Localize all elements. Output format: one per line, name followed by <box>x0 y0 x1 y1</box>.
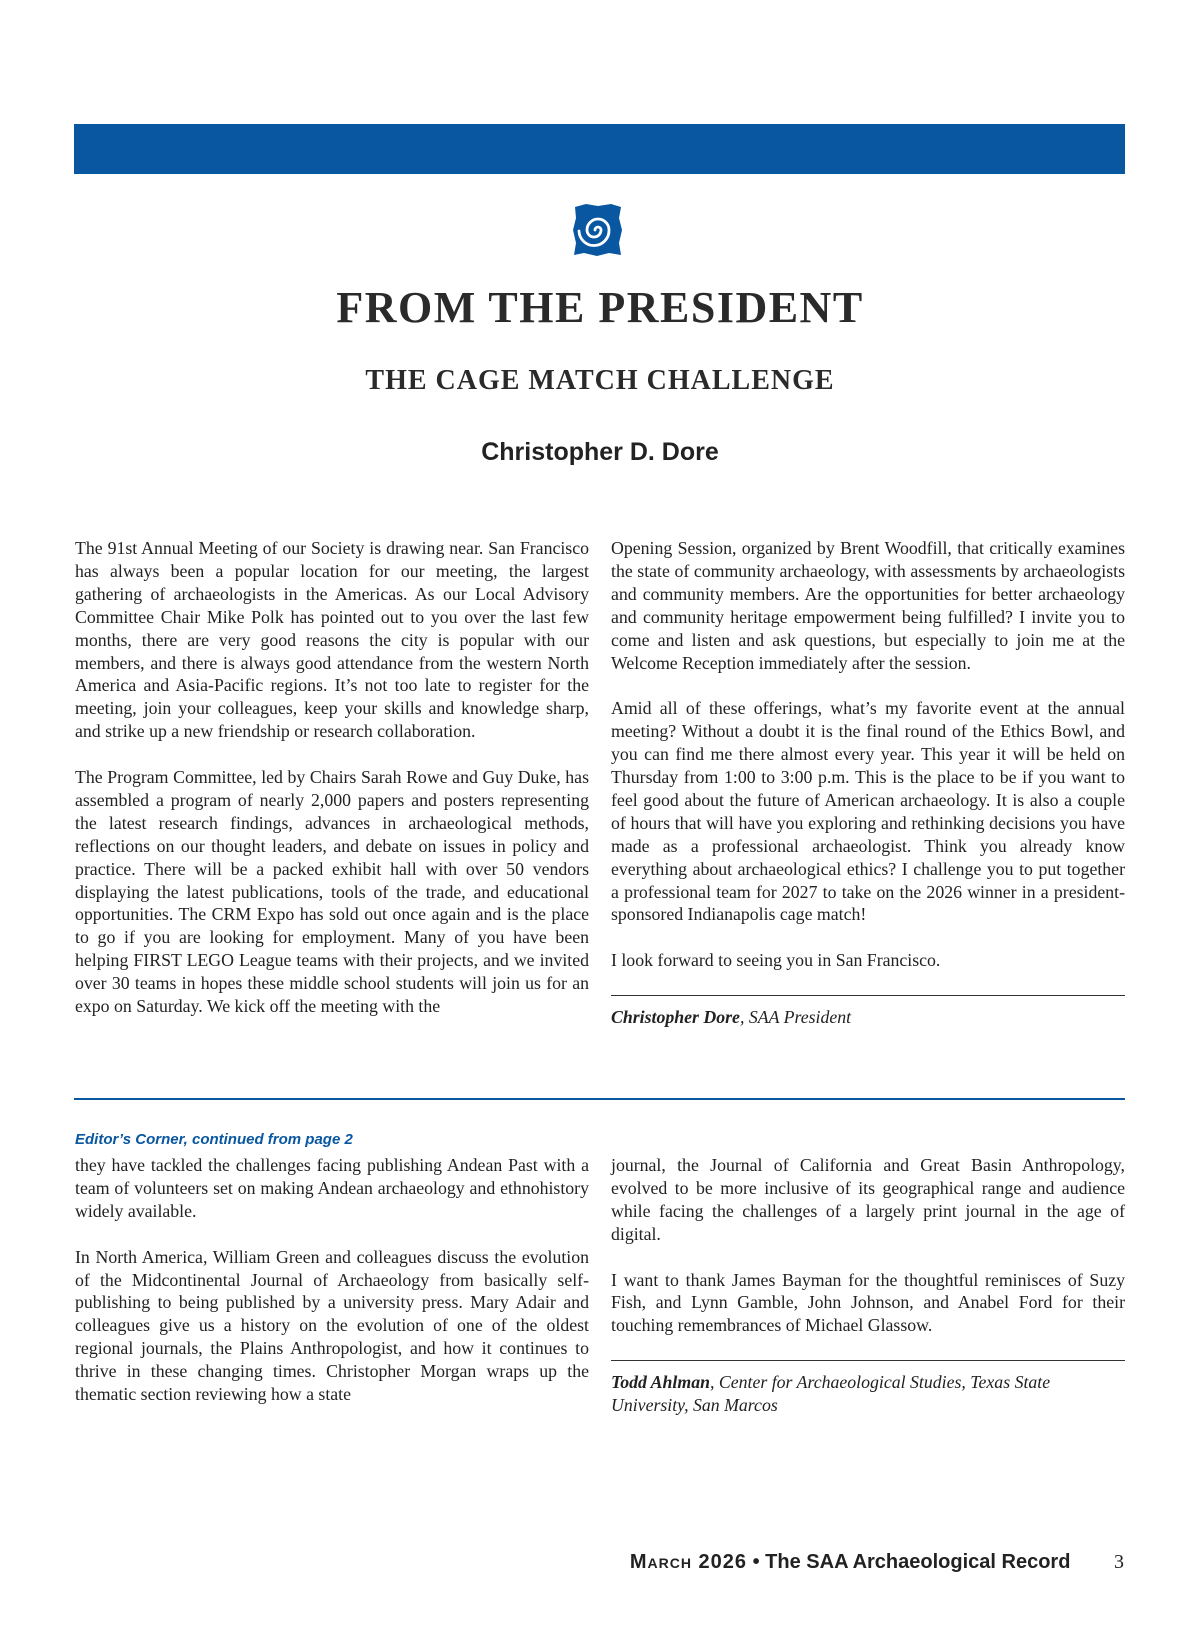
editor-signature <box>611 1360 1125 1417</box>
article-paragraph: The Program Committee, led by Chairs Sarah Rowe and Guy Duke, has assembled a program of nearly 2,000 papers and posters representing the latest research findings, advances in archaeological methods, reflections on our thought leaders, and debate on issues in policy and practice. There will be a packed exhibit hall with over 50 vendors displaying the latest publications, tools of the trade, and educational opportunities. The CRM Expo has sold out once again and is the place to go if you are looking for employment. Many of you have been helping FIRST LEGO League teams with their projects, and we invited over 30 teams in hopes these middle school students will join us for an expo on Saturday. We kick off the meeting with the <box>75 767 589 1017</box>
editors-paragraph: In North America, William Green and colleagues discuss the evolution of the Midcontinental Journal of Archaeology from basically self-publishing to being published by a university press. Mary Adair and colleagues give us a history on the evolution of one of the oldest regional journals, the Plains Anthropologist, and how it continues to thrive in these changing times. Christopher Morgan wraps up the thematic section reviewing how a state <box>75 1246 589 1405</box>
editors-paragraph: journal, the Journal of California and Great Basin Anthropology, evolved to be more inclusive of its geographical range and audience while facing the challenges of a largely print journal in the age of digital. <box>611 1155 1125 1244</box>
article-paragraph: Amid all of these offerings, what’s my favorite event at the annual meeting? Without a doubt it is the final round of the Ethics Bowl, and you can find me there almost every year. This year it will be held on Thursday from 1:00 to 3:00 p.m. This is the place to be if you want to feel good about the future of American archaeology. It is also a couple of hours that will have you exploring and rethinking decisions you have made as a professional archaeologist. Think you already know everything about archaeological ethics? I challenge you to put together a professional team for 2027 to take on the 2026 winner in a president-sponsored Indianapolis cage match! <box>611 698 1125 925</box>
header-color-bar <box>74 124 1125 174</box>
signature-role: , SAA President <box>739 1007 852 1028</box>
article-paragraph: I look forward to seeing you in San Francisco. <box>611 950 941 971</box>
signature-name: Christopher Dore <box>611 1007 740 1028</box>
editors-paragraph: they have tackled the challenges facing publishing Andean Past with a team of volunteers set on making Andean archaeology and ethnohistory widely available. <box>75 1155 589 1221</box>
footer-issue-date: March 2026 <box>629 1551 748 1573</box>
editors-paragraph: I want to thank James Bayman for the thoughtful reminisces of Suzy Fish, and Lynn Gamble, John Johnson, and Anabel Ford for their touching remembrances of Michael Glassow. <box>611 1269 1125 1336</box>
saa-spiral-logo-icon <box>572 203 623 257</box>
article-paragraph: Opening Session, organized by Brent Woodfill, that critically examines the state of community archaeology, with assessments by archaeologists and community members. Are the opportunities for better archaeology and community heritage empowerment being fulfilled? I invite you to come and listen and ask questions, but especially to join me at the Welcome Reception immediately after the session. <box>611 538 1125 673</box>
footer-bullet: • <box>752 1551 760 1573</box>
editors-corner-label: Editor’s Corner, continued from page 2 <box>75 1131 353 1148</box>
page-title: FROM THE PRESIDENT <box>336 283 864 332</box>
editors-column-right <box>611 1154 1125 1417</box>
article-column-right <box>611 537 1125 1029</box>
editors-column-left <box>75 1154 589 1406</box>
signature-role: , Center for Archaeological Studies, Texas State University, San Marcos <box>611 1372 1051 1416</box>
president-signature <box>611 995 1125 1029</box>
signature-name: Todd Ahlman <box>611 1372 710 1393</box>
article-column-left <box>75 537 589 1018</box>
footer-journal-name: The SAA Archaeological Record <box>765 1551 1071 1573</box>
article-paragraph: The 91st Annual Meeting of our Society is drawing near. San Francisco has always been a popular location for our meeting, the largest gathering of archaeologists in the Americas. As our Local Advisory Committee Chair Mike Polk has pointed out to you over the last few months, there are very good reasons the city is popular with our members, and there is always good attendance from the western North America and Asia-Pacific regions. It’s not too late to register for the meeting, join your colleagues, keep your skills and knowledge sharp, and strike up a new friendship or research collaboration. <box>75 538 589 742</box>
section-divider <box>74 1098 1125 1100</box>
article-subtitle: THE CAGE MATCH CHALLENGE <box>365 365 835 396</box>
article-author: Christopher D. Dore <box>481 438 719 466</box>
page-number: 3 <box>1114 1551 1124 1573</box>
page-footer <box>630 1551 1124 1574</box>
